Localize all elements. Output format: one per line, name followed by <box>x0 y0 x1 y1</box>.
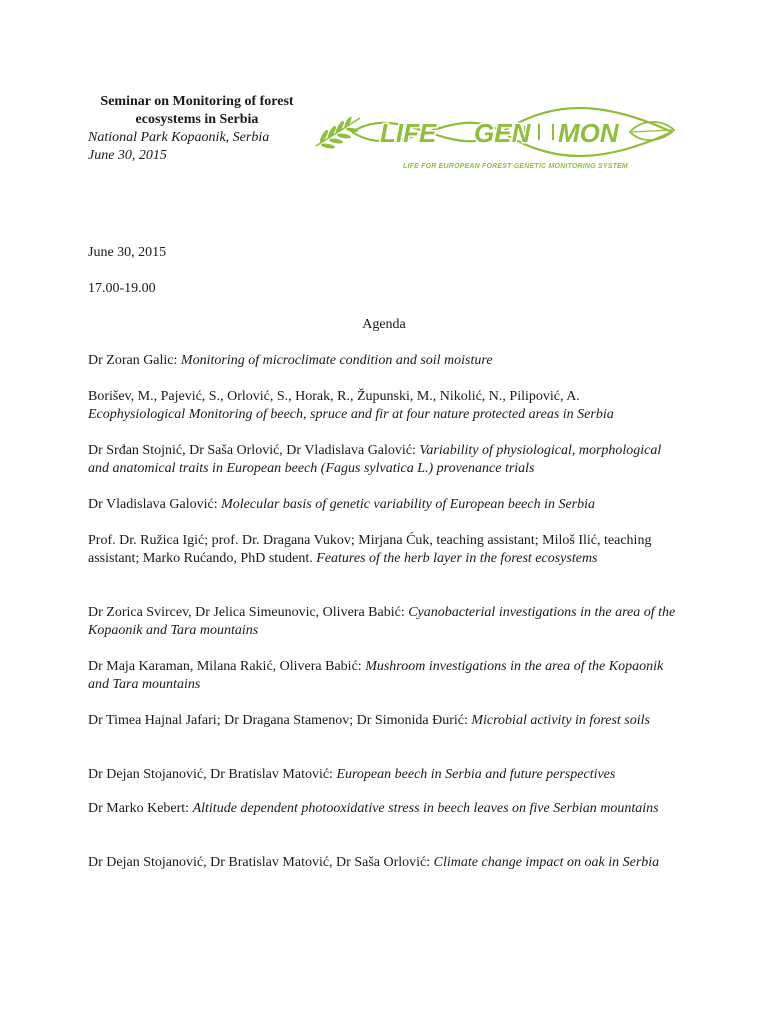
seminar-title <box>88 93 306 129</box>
item-authors: Dr Zorica Svircev, Dr Jelica Simeunovic, Olivera Babić: <box>88 605 409 620</box>
agenda-item <box>88 532 678 568</box>
logo-subtitle: LIFE FOR EUROPEAN FOREST GENETIC MONITORING SYSTEM <box>403 163 628 170</box>
agenda-heading: Agenda <box>362 317 406 332</box>
item-authors: Dr Zoran Galic: <box>88 353 181 368</box>
item-title: Climate change impact on oak in Serbia <box>433 855 660 870</box>
seminar-date: June 30, 2015 <box>88 148 167 163</box>
item-title: Monitoring of microclimate condition and soil moisture <box>180 353 493 368</box>
item-title: Microbial activity in forest soils <box>471 713 650 728</box>
agenda-item <box>88 604 678 640</box>
logo-word-gen: GEN <box>474 118 531 148</box>
item-authors: Dr Vladislava Galović: <box>88 497 222 512</box>
seminar-title-line2: ecosystems in Serbia <box>135 112 259 127</box>
seminar-title-line1: Seminar on Monitoring of forest <box>100 94 294 109</box>
agenda-item <box>88 496 678 514</box>
item-title: Molecular basis of genetic variability of European beech in Serbia <box>221 497 596 512</box>
agenda-item <box>88 766 678 784</box>
item-title: Features of the herb layer in the forest ecosystems <box>316 551 598 566</box>
item-title: Mushroom investigations in the area of the Kopaonik and Tara mountains <box>88 659 664 692</box>
agenda-item <box>88 352 678 370</box>
item-authors: Dr Timea Hajnal Jafari; Dr Dragana Stamenov; Dr Simonida Đurić: <box>88 713 472 728</box>
agenda-item <box>88 442 678 478</box>
item-authors: Dr Srđan Stojnić, Dr Saša Orlović, Dr Vladislava Galović: <box>88 443 420 458</box>
logo-word-mon: MON <box>558 118 619 148</box>
item-authors: Prof. Dr. Ružica Igić; prof. Dr. Dragana Vukov; Mirjana Ćuk, teaching assistant; Miloš Ilić, teaching assistant; Marko Rućando, PhD student. <box>88 533 652 566</box>
item-authors: Dr Maja Karaman, Milana Rakić, Olivera Babić: <box>88 659 366 674</box>
item-title: Variability of physiological, morphological and anatomical traits in European beech (Fagus sylvatica L.) provenance trials <box>88 443 662 476</box>
agenda-item <box>88 854 678 872</box>
seminar-header <box>88 93 318 165</box>
agenda-item <box>88 658 678 694</box>
item-title: Ecophysiological Monitoring of beech, spruce and fir at four nature protected areas in Serbia <box>88 407 614 422</box>
item-title: European beech in Serbia and future perspectives <box>336 767 616 782</box>
agenda-item <box>88 712 678 730</box>
item-authors: Dr Dejan Stojanović, Dr Bratislav Matović: <box>88 767 337 782</box>
item-authors: Dr Marko Kebert: <box>88 801 193 816</box>
seminar-place: National Park Kopaonik, Serbia <box>88 130 270 145</box>
item-title: Altitude dependent photooxidative stress in beech leaves on five Serbian mountains <box>192 801 659 816</box>
agenda-item <box>88 388 678 424</box>
item-authors: Dr Dejan Stojanović, Dr Bratislav Matović, Dr Saša Orlović: <box>88 855 434 870</box>
item-authors: Borišev, M., Pajević, S., Orlović, S., Horak, R., Župunski, M., Nikolić, N., Pilipović, A. <box>88 389 580 404</box>
agenda-time: 17.00-19.00 <box>88 281 156 296</box>
item-title: Cyanobacterial investigations in the area of the Kopaonik and Tara mountains <box>88 605 676 638</box>
logo-word-life: LIFE <box>380 118 437 148</box>
agenda-date: June 30, 2015 <box>88 245 167 260</box>
agenda-item <box>88 800 678 818</box>
